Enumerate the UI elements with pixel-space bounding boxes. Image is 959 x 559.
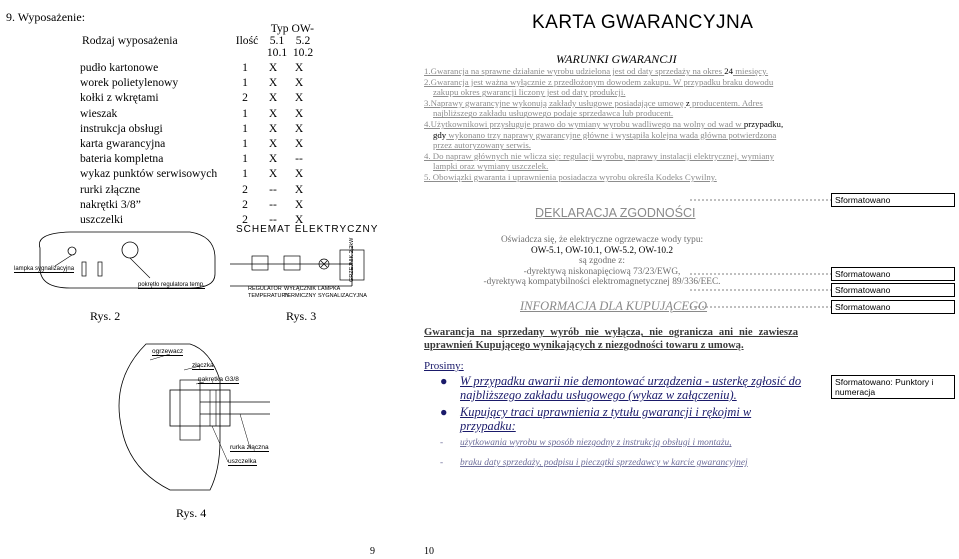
table-cell-b: X bbox=[294, 212, 304, 226]
fig4-caption: Rys. 4 bbox=[176, 506, 207, 520]
table-cell-qty: 1 bbox=[242, 106, 248, 120]
format-comment-1[interactable]: Sformatowano bbox=[831, 193, 955, 207]
table-row bbox=[80, 90, 312, 105]
format-comment-3[interactable]: Sformatowano bbox=[831, 283, 955, 297]
condition-continuation: zakupu okres gwarancji liczony jest od daty produkcji. bbox=[433, 87, 626, 98]
label-pipe-fitting: złączka bbox=[192, 362, 214, 369]
warranty-card-title: KARTA GWARANCYJNA bbox=[532, 12, 754, 33]
buyer-info-heading: INFORMACJA DLA KUPUJĄCEGO bbox=[520, 299, 708, 313]
label-seal: uszczelka bbox=[228, 458, 257, 465]
table-cell-a: X bbox=[268, 167, 278, 181]
table-cell-name: worek polietylenowy bbox=[80, 76, 179, 90]
label-tube: rurka złączna bbox=[230, 444, 269, 451]
dash-1: użytkowania wyrobu w sposób niezgodny z instrukcją obsługi i montażu, bbox=[460, 438, 732, 448]
declaration-text: Oświadcza się, że elektryczne ogrzewacze wody typu: OW-5.1, OW-10.1, OW-5.2, OW-10.2 są zgodne z: -dyrektywą niskonapięciową 73/23/EWG, -dyrektywą kompatybilności elektromagnetycznej 89/336/EEC. bbox=[483, 235, 721, 287]
condition-item: 3.Naprawy gwarancyjne wykonują zakłady usługowe posiadające umowę z producentem. Adres bbox=[424, 97, 763, 108]
label-heater-unit: ogrzewacz bbox=[152, 348, 184, 355]
table-cell-qty: 1 bbox=[242, 136, 248, 150]
declaration-heading: DEKLARACJA ZGODNOŚCI bbox=[535, 206, 696, 220]
condition-continuation: najbliższego zakładu usługowego podaje sprzedawca lub producent. bbox=[433, 108, 674, 119]
table-row bbox=[80, 136, 312, 151]
header-qty: Ilość bbox=[235, 34, 259, 48]
table-cell-a: X bbox=[268, 106, 278, 120]
table-cell-name: bateria kompletna bbox=[80, 152, 164, 166]
format-comment-2[interactable]: Sformatowano bbox=[831, 267, 955, 281]
table-cell-name: pudło kartonowe bbox=[80, 61, 159, 74]
condition-item: 4.Użytkownikowi przysługuje prawo do wymiany wyrobu wadliwego na wolny od wad w przypadku, bbox=[424, 118, 784, 129]
condition-item: 1.Gwarancja na sprawne działanie wyrobu udzielona jest od daty sprzedaży na okres 24 miesięcy. bbox=[424, 66, 769, 76]
bullet-2: Kupujący traci uprawnienia z tytułu gwarancji i rękojmi w przypadku: bbox=[460, 405, 752, 433]
table-cell-name: kołki z wkrętami bbox=[80, 91, 159, 105]
table-cell-qty: 2 bbox=[242, 212, 248, 226]
buyer-info-text: Gwarancja na sprzedany wyrób nie wyłącza, nie ogranicza ani nie zawiesza uprawnień Kupującego wynikających z niezgodności towaru z umową. bbox=[424, 327, 798, 351]
table-cell-b: X bbox=[294, 197, 304, 211]
table-cell-qty: 1 bbox=[242, 121, 248, 135]
table-cell-a: -- bbox=[269, 182, 277, 196]
fig3-caption: Rys. 3 bbox=[286, 309, 317, 323]
connection-drawing bbox=[100, 340, 280, 500]
lamp-label: lampka sygnalizacyjna bbox=[14, 266, 75, 272]
table-cell-a: -- bbox=[269, 197, 277, 211]
label-switch: WYŁĄCZNIK TERMICZNY bbox=[284, 286, 317, 299]
table-cell-b: X bbox=[294, 106, 304, 120]
header-type: Typ OW- 5.1 5.2 10.1 10.2 bbox=[266, 22, 314, 59]
table-cell-qty: 1 bbox=[242, 61, 248, 74]
table-cell-qty: 2 bbox=[242, 182, 248, 196]
table-row bbox=[80, 121, 312, 136]
equipment-table bbox=[80, 23, 316, 59]
warranty-conditions bbox=[424, 66, 800, 183]
table-cell-qty: 1 bbox=[242, 152, 248, 166]
table-cell-qty: 1 bbox=[242, 76, 248, 90]
table-cell-a: X bbox=[268, 121, 278, 135]
table-cell-b: -- bbox=[295, 152, 303, 166]
table-cell-b: X bbox=[294, 121, 304, 135]
table-cell-b: X bbox=[294, 91, 304, 105]
table-cell-a: X bbox=[268, 76, 278, 90]
label-regulator: REGULATOR TEMPERATURY bbox=[248, 286, 290, 299]
label-lamp: LAMPKA SYGNALIZACYJNA bbox=[318, 286, 367, 299]
table-cell-name: rurki złączne bbox=[80, 182, 141, 196]
condition-continuation: przez autoryzowany serwis. bbox=[433, 140, 531, 151]
table-row bbox=[80, 197, 312, 212]
table-row bbox=[80, 166, 312, 181]
condition-item: 2.Gwarancja jest ważna wyłącznie z przedłożonym dowodem zakupu. W przypadku braku dowodu bbox=[424, 76, 774, 87]
table-row bbox=[80, 182, 312, 197]
table-cell-a: -- bbox=[269, 212, 277, 226]
table-cell-a: X bbox=[268, 136, 278, 150]
condition-continuation: lampki oraz wymiany uszczelek. bbox=[433, 161, 549, 172]
table-cell-qty: 2 bbox=[242, 91, 248, 105]
table-cell-b: X bbox=[294, 136, 304, 150]
table-cell-name: instrukcja obsługi bbox=[80, 121, 163, 135]
table-row bbox=[80, 75, 312, 90]
equipment-rows bbox=[80, 60, 312, 227]
conditions-heading: WARUNKI GWARANCJI bbox=[556, 52, 677, 66]
table-cell-name: wieszak bbox=[80, 106, 118, 120]
condition-item: 4. Do napraw głównych nie wlicza się: regulacji wyrobu, naprawy instalacji elektrycznej, wymiany bbox=[424, 150, 775, 161]
table-cell-qty: 2 bbox=[242, 197, 248, 211]
condition-continuation: gdy wykonano trzy naprawy gwarancyjne główne i wystąpiła kolejna wada główna potwierdzona bbox=[433, 129, 777, 140]
table-cell-name: nakrętki 3/8” bbox=[80, 197, 141, 211]
requests-bullets: ● W przypadku awarii nie demontować urządzenia - usterkę zgłosić do najbliższego zakładu usługowego (wykaz w załączeniu). ● Kupujący traci uprawnienia z tytułu gwarancji i rękojmi w przypadku: - użytkowania wyrobu w sposób niezgodny z instrukcją obsługi i montażu, - braku daty sprzedaży, podpisu i pieczątki sprzedawcy w karcie gwarancyjnej bbox=[440, 374, 802, 468]
section-title: 9. Wyposażenie: bbox=[6, 10, 86, 24]
label-nut: nakrętka G3/8 bbox=[198, 376, 239, 383]
table-cell-b: X bbox=[294, 182, 304, 196]
schematic-title: SCHEMAT ELEKTRYCZNY bbox=[236, 224, 379, 235]
table-cell-a: X bbox=[268, 152, 278, 166]
fig2-caption: Rys. 2 bbox=[90, 309, 121, 323]
table-cell-b: X bbox=[294, 167, 304, 181]
table-row bbox=[80, 151, 312, 166]
table-cell-name: wykaz punktów serwisowych bbox=[80, 167, 218, 181]
condition-item: 5. Obowiązki gwaranta i uprawnienia posiadacza wyrobu określa Kodeks Cywilny. bbox=[424, 171, 717, 182]
table-row bbox=[80, 60, 312, 75]
header-item: Rodzaj wyposażenia bbox=[82, 34, 178, 48]
page-number-right: 10 bbox=[424, 546, 434, 557]
table-cell-b: X bbox=[294, 61, 304, 74]
format-comment-4[interactable]: Sformatowano bbox=[831, 300, 955, 314]
format-comment-5[interactable]: Sformatowano: Punktory i numeracja bbox=[831, 375, 955, 399]
requests-label: Prosimy: bbox=[424, 360, 464, 372]
bullet-1: W przypadku awarii nie demontować urządzenia - usterkę zgłosić do najbliższego zakładu usługowego (wykaz w załączeniu). bbox=[460, 374, 802, 402]
table-cell-a: X bbox=[268, 61, 278, 74]
table-row bbox=[80, 106, 312, 121]
knob-label: pokrętło regulatora temp. bbox=[138, 282, 205, 288]
table-cell-name: karta gwarancyjna bbox=[80, 136, 166, 150]
table-cell-a: X bbox=[268, 91, 278, 105]
table-cell-qty: 1 bbox=[242, 167, 248, 181]
page-number-left: 9 bbox=[370, 546, 375, 557]
table-cell-name: uszczelki bbox=[80, 212, 124, 226]
table-cell-b: X bbox=[294, 76, 304, 90]
dash-2: braku daty sprzedaży, podpisu i pieczątki sprzedawcy w karcie gwarancyjnej bbox=[460, 458, 748, 468]
label-heater: GRZEJNIK 2,2kW bbox=[349, 237, 355, 282]
